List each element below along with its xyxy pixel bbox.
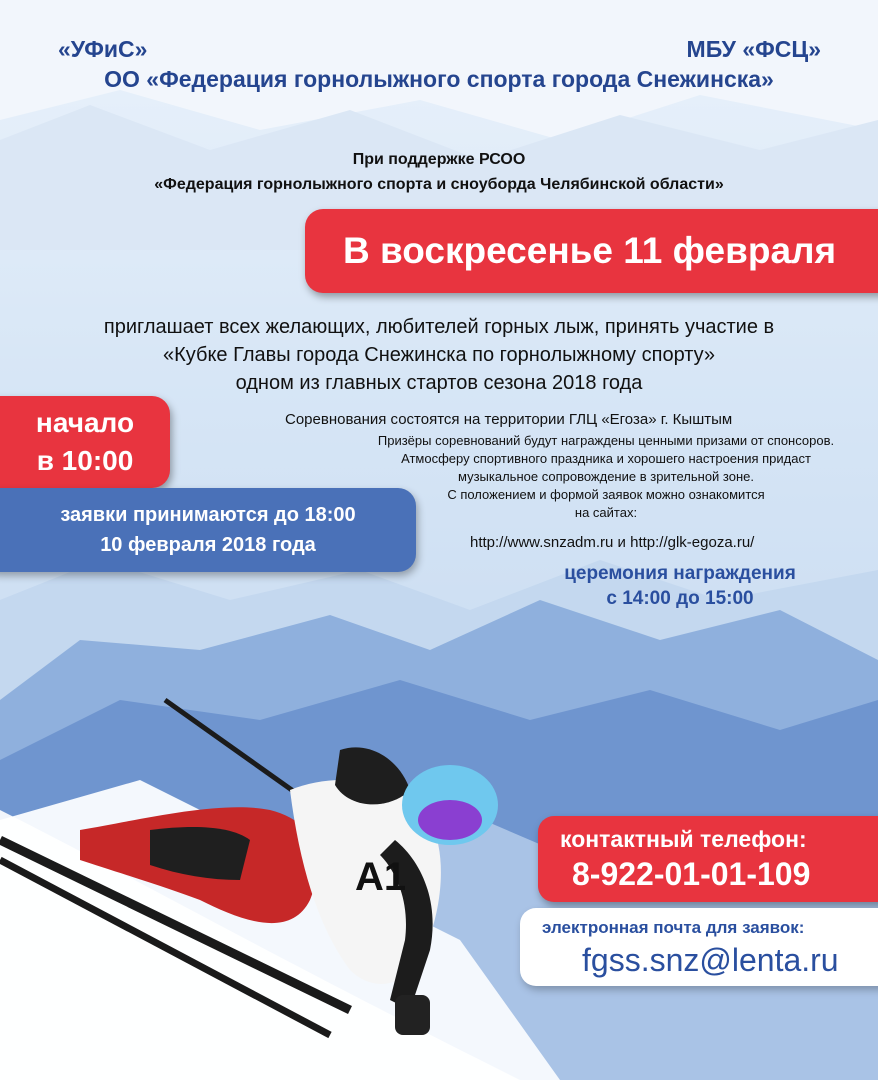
start-time-badge — [0, 396, 170, 488]
skier-illustration — [0, 690, 520, 1080]
contact-phone-number[interactable]: 8-922-01-01-109 — [572, 856, 811, 892]
invitation-line-2: «Кубке Главы города Снежинска по горнолыжному спорту» — [163, 344, 715, 366]
websites-link[interactable]: http://www.snzadm.ru и http://glk-egoza.ru/ — [470, 534, 755, 551]
applications-line-1: заявки принимаются до 18:00 — [60, 504, 356, 526]
applications-deadline-badge — [0, 488, 416, 572]
email-box — [520, 908, 878, 986]
federation-title: ОО «Федерация горнолыжного спорта города Снежинска» — [104, 66, 774, 92]
support-line-1: При поддержке РСОО — [352, 151, 526, 168]
invitation-line-3: одном из главных стартов сезона 2018 года — [235, 372, 643, 394]
invitation-text — [0, 313, 878, 397]
details-text — [370, 432, 842, 522]
event-date-banner: В воскресенье 11 февраля — [305, 209, 878, 293]
details-line-2: Атмосферу спортивного праздника и хорошего настроения придаст — [401, 451, 811, 466]
support-block — [0, 147, 878, 197]
invitation-line-1: приглашает всех желающих, любителей горных лыж, принять участие в — [103, 316, 775, 338]
ceremony-label: церемония награждения — [564, 563, 796, 584]
ceremony-block — [520, 561, 840, 611]
start-time-label: начало — [35, 407, 135, 438]
organizer-left: «УФиС» — [58, 36, 148, 62]
venue-text: Соревнования состоятся на территории ГЛЦ «Егоза» г. Кыштым — [285, 411, 733, 428]
support-line-2: «Федерация горнолыжного спорта и сноуборда Челябинской области» — [154, 176, 724, 193]
start-time-value: в 10:00 — [36, 445, 134, 476]
applications-line-2: 10 февраля 2018 года — [100, 534, 316, 556]
details-line-1: Призёры соревнований будут награждены ценными призами от спонсоров. — [377, 433, 835, 448]
details-line-3: музыкальное сопровождение в зрительной зоне. — [458, 469, 754, 484]
organizer-right: МБУ «ФСЦ» — [686, 36, 821, 62]
ceremony-time: с 14:00 до 15:00 — [606, 588, 754, 609]
details-line-4: С положением и формой заявок можно ознакомится — [447, 487, 765, 502]
skier-bib-number: A1 — [355, 855, 407, 899]
email-label: электронная почта для заявок: — [542, 918, 805, 937]
details-line-5: на сайтах: — [574, 505, 638, 520]
contact-phone-label: контактный телефон: — [560, 826, 807, 852]
contact-phone-box — [538, 816, 878, 902]
email-address[interactable]: fgss.snz@lenta.ru — [582, 942, 839, 978]
